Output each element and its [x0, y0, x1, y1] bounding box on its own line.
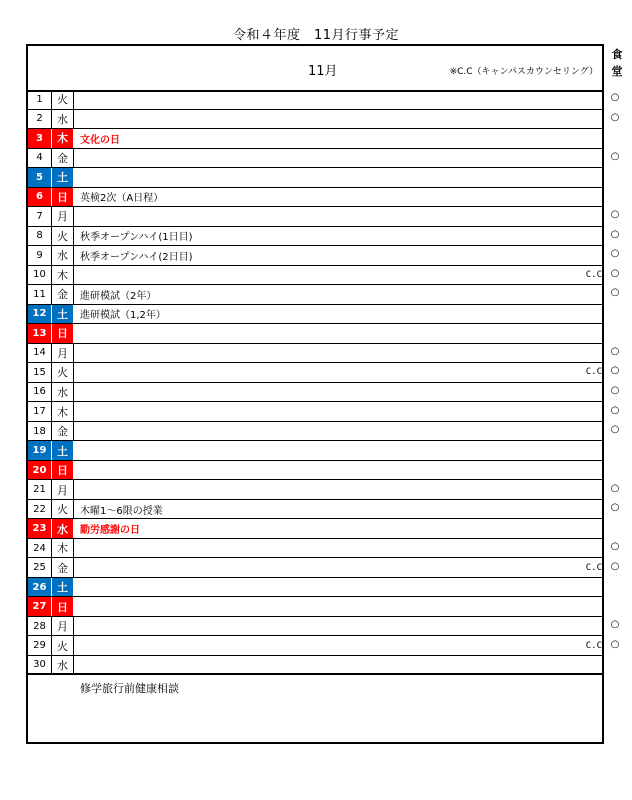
- day-number: 29: [28, 636, 52, 655]
- table-row: [28, 500, 602, 520]
- cafeteria-mark: ○: [610, 345, 620, 357]
- day-number: 10: [28, 266, 52, 285]
- table-row: [28, 578, 602, 598]
- cafeteria-mark: [604, 303, 626, 323]
- event-text: 秋季オープンハイ(1日目): [80, 232, 193, 244]
- cafeteria-mark: ○: [610, 638, 620, 650]
- month-label: 11月: [308, 64, 338, 79]
- weekday: 木: [52, 402, 74, 421]
- weekday: 土: [52, 441, 74, 460]
- event-text: [74, 90, 602, 109]
- weekday: 日: [52, 188, 74, 207]
- event-text: [74, 656, 602, 674]
- cafeteria-mark: ○: [610, 541, 620, 553]
- table-row: [28, 597, 602, 617]
- cafeteria-mark: ○: [610, 111, 620, 123]
- table-row: [28, 402, 602, 422]
- day-number: 4: [28, 149, 52, 168]
- event-text: [74, 597, 602, 616]
- cafeteria-mark: [604, 127, 626, 147]
- table-row: [28, 266, 602, 286]
- weekday: 水: [52, 246, 74, 265]
- table-row: [28, 149, 602, 169]
- table-header: [28, 46, 602, 92]
- event-text: [74, 441, 602, 460]
- event-text: [74, 636, 602, 655]
- table-row: [28, 129, 602, 149]
- event-text: [74, 461, 602, 480]
- day-rows: [28, 90, 602, 675]
- day-number: 13: [28, 324, 52, 343]
- cafeteria-mark: ○: [610, 92, 620, 104]
- event-text: [74, 422, 602, 441]
- cafeteria-mark: ○: [610, 619, 620, 631]
- table-row: [28, 110, 602, 130]
- weekday: 日: [52, 461, 74, 480]
- weekday: 日: [52, 597, 74, 616]
- cc-mark: C.C: [585, 367, 602, 378]
- day-number: 23: [28, 519, 52, 538]
- day-number: 16: [28, 383, 52, 402]
- cafeteria-mark: [604, 595, 626, 615]
- weekday: 月: [52, 617, 74, 636]
- cafeteria-mark: [604, 654, 626, 674]
- table-row: [28, 90, 602, 110]
- day-number: 5: [28, 168, 52, 187]
- table-row: [28, 617, 602, 637]
- event-text: [74, 207, 602, 226]
- event-text: [74, 480, 602, 499]
- table-row: [28, 305, 602, 325]
- cafeteria-mark: [604, 517, 626, 537]
- table-row: [28, 519, 602, 539]
- cafeteria-mark: ○: [610, 209, 620, 221]
- weekday: 水: [52, 110, 74, 129]
- table-row: [28, 636, 602, 656]
- cc-mark: C.C: [585, 269, 602, 280]
- table-row: [28, 188, 602, 208]
- cafeteria-column: [604, 88, 626, 673]
- cafeteria-mark: [604, 186, 626, 206]
- day-number: 8: [28, 227, 52, 246]
- weekday: 火: [52, 500, 74, 519]
- event-text: [74, 558, 602, 577]
- event-text: [74, 168, 602, 187]
- day-number: 15: [28, 363, 52, 382]
- weekday: 土: [52, 168, 74, 187]
- table-row: [28, 461, 602, 481]
- cafeteria-header-char-1: 食: [611, 48, 623, 61]
- weekday: 木: [52, 129, 74, 148]
- table-row: [28, 246, 602, 266]
- cafeteria-mark: ○: [610, 228, 620, 240]
- weekday: 日: [52, 324, 74, 343]
- weekday: 火: [52, 227, 74, 246]
- day-number: 2: [28, 110, 52, 129]
- table-row: [28, 285, 602, 305]
- event-text: [74, 539, 602, 558]
- cafeteria-mark: [604, 459, 626, 479]
- event-text: [74, 578, 602, 597]
- day-number: 12: [28, 305, 52, 324]
- weekday: 木: [52, 539, 74, 558]
- weekday: 金: [52, 558, 74, 577]
- event-text: [74, 110, 602, 129]
- cafeteria-mark: ○: [610, 424, 620, 436]
- day-number: 9: [28, 246, 52, 265]
- weekday: 金: [52, 149, 74, 168]
- day-number: 26: [28, 578, 52, 597]
- day-number: 19: [28, 441, 52, 460]
- day-number: 1: [28, 90, 52, 109]
- cafeteria-header-char-2: 堂: [611, 65, 623, 78]
- weekday: 土: [52, 305, 74, 324]
- day-number: 22: [28, 500, 52, 519]
- cafeteria-mark: ○: [610, 248, 620, 260]
- cafeteria-mark: [604, 322, 626, 342]
- page-title: 令和４年度 11月行事予定: [232, 28, 400, 43]
- table-row: [28, 207, 602, 227]
- event-text: [74, 149, 602, 168]
- event-text: 英検2次（A日程）: [80, 193, 164, 205]
- table-row: [28, 539, 602, 559]
- weekday: 月: [52, 480, 74, 499]
- weekday: 水: [52, 383, 74, 402]
- day-number: 28: [28, 617, 52, 636]
- weekday: 木: [52, 266, 74, 285]
- day-number: 27: [28, 597, 52, 616]
- weekday: 火: [52, 363, 74, 382]
- cafeteria-mark: ○: [610, 502, 620, 514]
- event-text: [74, 363, 602, 382]
- cafeteria-mark: ○: [610, 404, 620, 416]
- weekday: 火: [52, 636, 74, 655]
- event-text: [74, 617, 602, 636]
- table-row: [28, 168, 602, 188]
- event-text: [74, 266, 602, 285]
- table-row: [28, 383, 602, 403]
- cafeteria-mark: ○: [610, 267, 620, 279]
- weekday: 月: [52, 207, 74, 226]
- table-row: [28, 480, 602, 500]
- event-text: 文化の日: [80, 134, 120, 146]
- day-number: 24: [28, 539, 52, 558]
- cc-note: ※C.C（キャンパスカウンセリング）: [449, 67, 598, 77]
- table-row: [28, 363, 602, 383]
- cafeteria-mark: [604, 439, 626, 459]
- day-number: 6: [28, 188, 52, 207]
- event-text: 勤労感謝の日: [80, 525, 140, 537]
- cafeteria-header: [607, 46, 627, 80]
- event-text: [74, 383, 602, 402]
- cafeteria-mark: ○: [610, 384, 620, 396]
- day-number: 3: [28, 129, 52, 148]
- table-row: [28, 441, 602, 461]
- footer-text: 修学旅行前健康相談: [80, 682, 179, 695]
- cafeteria-mark: [604, 576, 626, 596]
- day-number: 11: [28, 285, 52, 304]
- weekday: 月: [52, 344, 74, 363]
- weekday: 火: [52, 90, 74, 109]
- cafeteria-mark: ○: [610, 150, 620, 162]
- event-text: 秋季オープンハイ(2日目): [80, 251, 193, 263]
- table-row: [28, 656, 602, 676]
- day-number: 30: [28, 656, 52, 674]
- day-number: 25: [28, 558, 52, 577]
- event-text: 木曜1～6限の授業: [80, 505, 163, 517]
- cafeteria-mark: ○: [610, 482, 620, 494]
- day-number: 7: [28, 207, 52, 226]
- cafeteria-mark: ○: [610, 560, 620, 572]
- table-row: [28, 344, 602, 364]
- cc-mark: C.C: [585, 640, 602, 651]
- table-row: [28, 227, 602, 247]
- day-number: 18: [28, 422, 52, 441]
- event-text: 進研模試（1,2年）: [80, 310, 166, 322]
- cc-mark: C.C: [585, 562, 602, 573]
- day-number: 21: [28, 480, 52, 499]
- table-row: [28, 324, 602, 344]
- cafeteria-mark: [604, 166, 626, 186]
- event-text: [74, 324, 602, 343]
- weekday: 水: [52, 656, 74, 674]
- weekday: 金: [52, 422, 74, 441]
- event-text: [74, 402, 602, 421]
- event-text: 進研模試（2年）: [80, 290, 157, 302]
- day-number: 20: [28, 461, 52, 480]
- day-number: 14: [28, 344, 52, 363]
- weekday: 土: [52, 578, 74, 597]
- day-number: 17: [28, 402, 52, 421]
- cafeteria-mark: ○: [610, 365, 620, 377]
- table-row: [28, 422, 602, 442]
- weekday: 水: [52, 519, 74, 538]
- schedule-table: [26, 44, 604, 744]
- cafeteria-mark: ○: [610, 287, 620, 299]
- table-row: [28, 558, 602, 578]
- event-text: [74, 344, 602, 363]
- weekday: 金: [52, 285, 74, 304]
